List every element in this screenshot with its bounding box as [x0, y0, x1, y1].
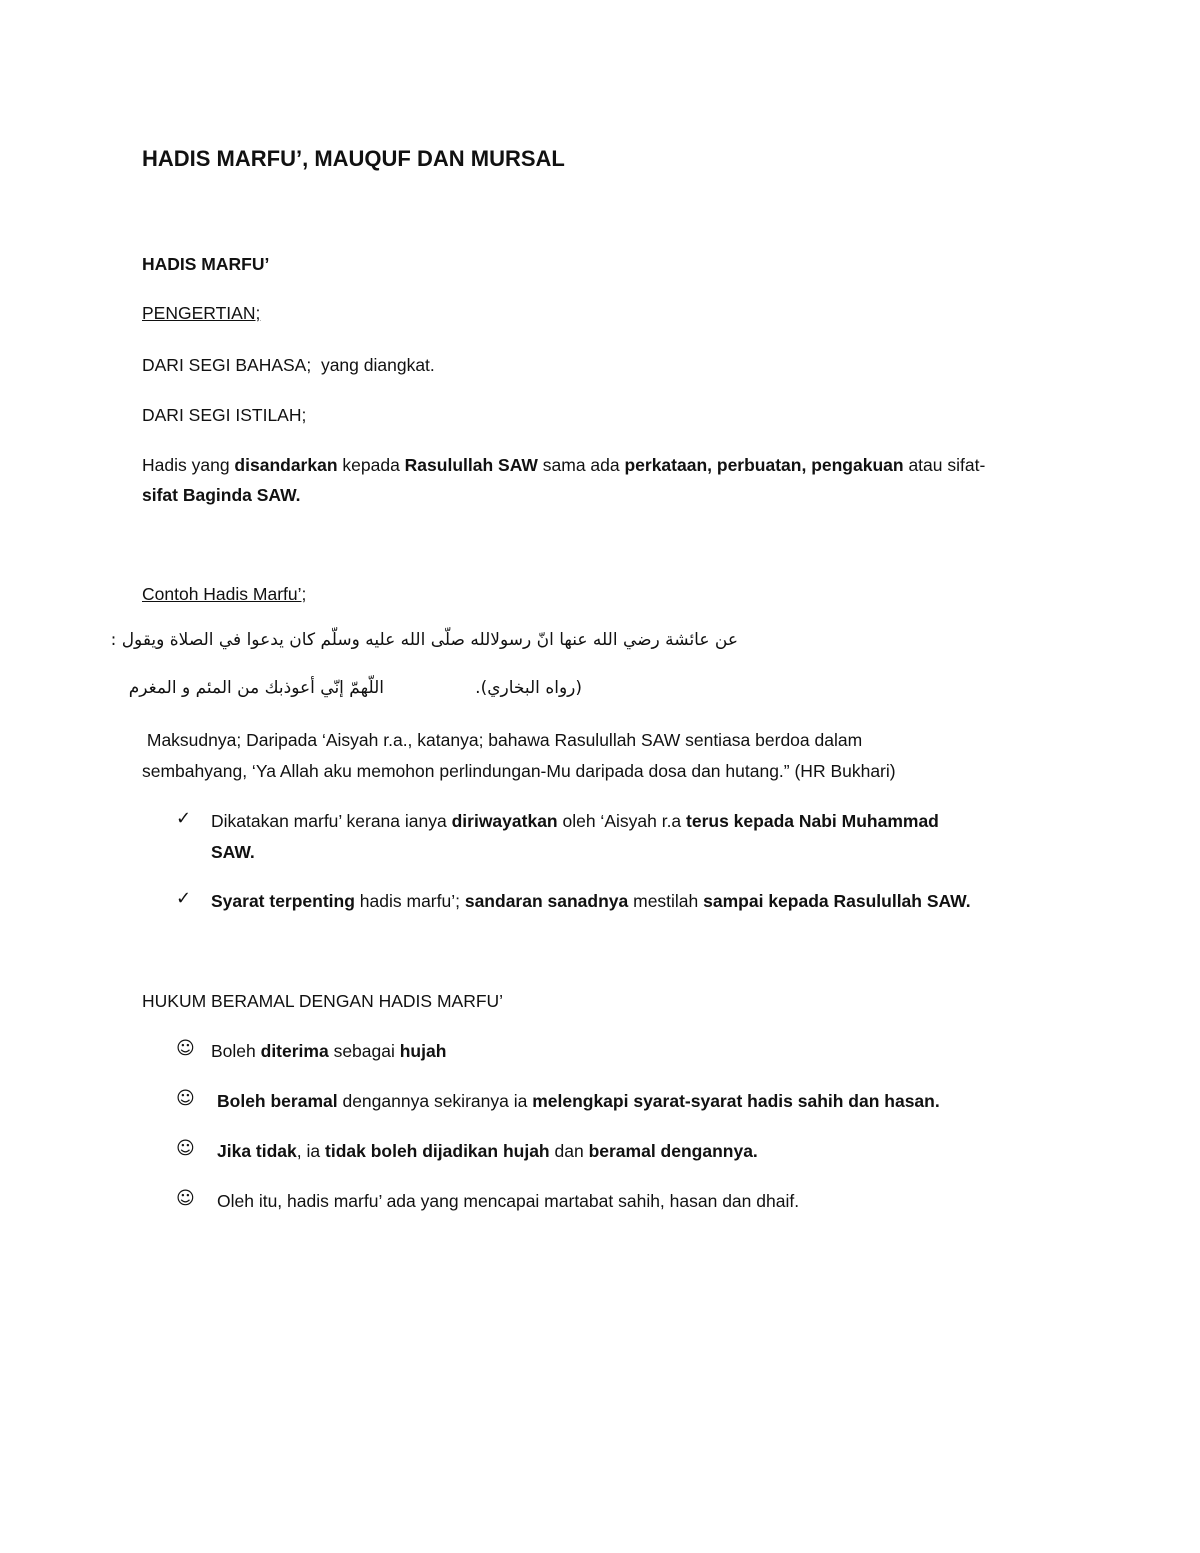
contoh-heading: Contoh Hadis Marfu’; — [142, 584, 307, 604]
hukum-item-3 — [217, 1136, 758, 1166]
hukum-segment: Boleh beramal — [217, 1091, 338, 1111]
definition-segment: kepada — [337, 455, 405, 475]
bahasa-label: DARI SEGI BAHASA; — [142, 355, 312, 375]
istilah-label: DARI SEGI ISTILAH; — [142, 405, 307, 425]
checkmark-icon: ✓ — [176, 888, 192, 909]
hukum-segment: diterima — [260, 1041, 329, 1061]
definition-segment: atau sifat- — [903, 455, 986, 475]
hukum-segment: sebagai — [328, 1041, 400, 1061]
smiley-icon: ☺ — [176, 1138, 195, 1159]
definition-segment: sama ada — [537, 455, 625, 475]
definition-segment: disandarkan — [234, 455, 338, 475]
hukum-segment: hujah — [399, 1041, 447, 1061]
check-segment: sampai kepada Rasulullah SAW. — [703, 891, 971, 911]
smiley-icon: ☺ — [176, 1188, 195, 1209]
pengertian-heading: PENGERTIAN; — [142, 303, 261, 323]
hukum-segment: , ia — [296, 1141, 325, 1161]
check-segment: hadis marfu’; — [354, 891, 465, 911]
bahasa-line — [142, 350, 435, 380]
bahasa-text: yang diangkat. — [311, 355, 435, 375]
definition-segment: Rasulullah SAW — [404, 455, 538, 475]
definition-segment: perkataan, perbuatan, pengakuan — [624, 455, 904, 475]
check-segment: Syarat terpenting — [211, 891, 355, 911]
arabic-dua: اللّهمّ إنّي أعوذبك من المئم و المغرم — [128, 678, 384, 698]
definition-line-2: sifat Baginda SAW. — [142, 485, 301, 505]
section-heading: HADIS MARFU’ — [142, 254, 270, 274]
check-segment: mestilah — [628, 891, 704, 911]
definition-line-1 — [142, 450, 985, 480]
hukum-segment: Oleh itu, hadis marfu’ ada yang mencapai martabat sahih, hasan dan dhaif. — [217, 1191, 800, 1211]
check-segment: oleh ‘Aisyah r.a — [557, 811, 687, 831]
hukum-item-1 — [211, 1036, 446, 1066]
hukum-heading: HUKUM BERAMAL DENGAN HADIS MARFU’ — [142, 991, 504, 1011]
check-segment: diriwayatkan — [451, 811, 558, 831]
arabic-source: (رواه البخاري). — [475, 678, 582, 698]
document-title: HADIS MARFU’, MAUQUF DAN MURSAL — [142, 146, 565, 171]
hukum-item-4 — [217, 1186, 799, 1216]
hukum-segment: dengannya sekiranya ia — [337, 1091, 533, 1111]
hukum-segment: Jika tidak — [217, 1141, 297, 1161]
hukum-segment: Boleh — [211, 1041, 261, 1061]
check-segment: terus kepada Nabi Muhammad — [686, 811, 939, 831]
check-item-1-line-2: SAW. — [211, 842, 255, 862]
definition-segment: Hadis yang — [142, 455, 235, 475]
check-segment: sandaran sanadnya — [464, 891, 629, 911]
maksud-line-2: sembahyang, ‘Ya Allah aku memohon perlindungan-Mu daripada dosa dan hutang.” (HR Bukhari) — [142, 761, 896, 781]
checkmark-icon: ✓ — [176, 808, 192, 829]
check-item-1-line-1 — [211, 806, 939, 836]
smiley-icon: ☺ — [176, 1038, 195, 1059]
hukum-segment: beramal dengannya. — [588, 1141, 758, 1161]
hukum-segment: melengkapi syarat-syarat hadis sahih dan hasan. — [532, 1091, 940, 1111]
hukum-segment: tidak boleh dijadikan hujah — [325, 1141, 550, 1161]
check-segment: Dikatakan marfu’ kerana ianya — [211, 811, 452, 831]
smiley-icon: ☺ — [176, 1088, 195, 1109]
arabic-hadith-line: عن عائشة رضي الله عنها انّ رسولالله صلّى الله عليه وسلّم كان يدعوا في الصلاة ويقول : — [110, 630, 738, 650]
maksud-line-1: Maksudnya; Daripada ‘Aisyah r.a., katanya; bahawa Rasulullah SAW sentiasa berdoa dalam — [142, 730, 863, 750]
hukum-segment: dan — [549, 1141, 589, 1161]
hukum-item-2 — [217, 1086, 940, 1116]
check-item-2 — [211, 886, 971, 916]
